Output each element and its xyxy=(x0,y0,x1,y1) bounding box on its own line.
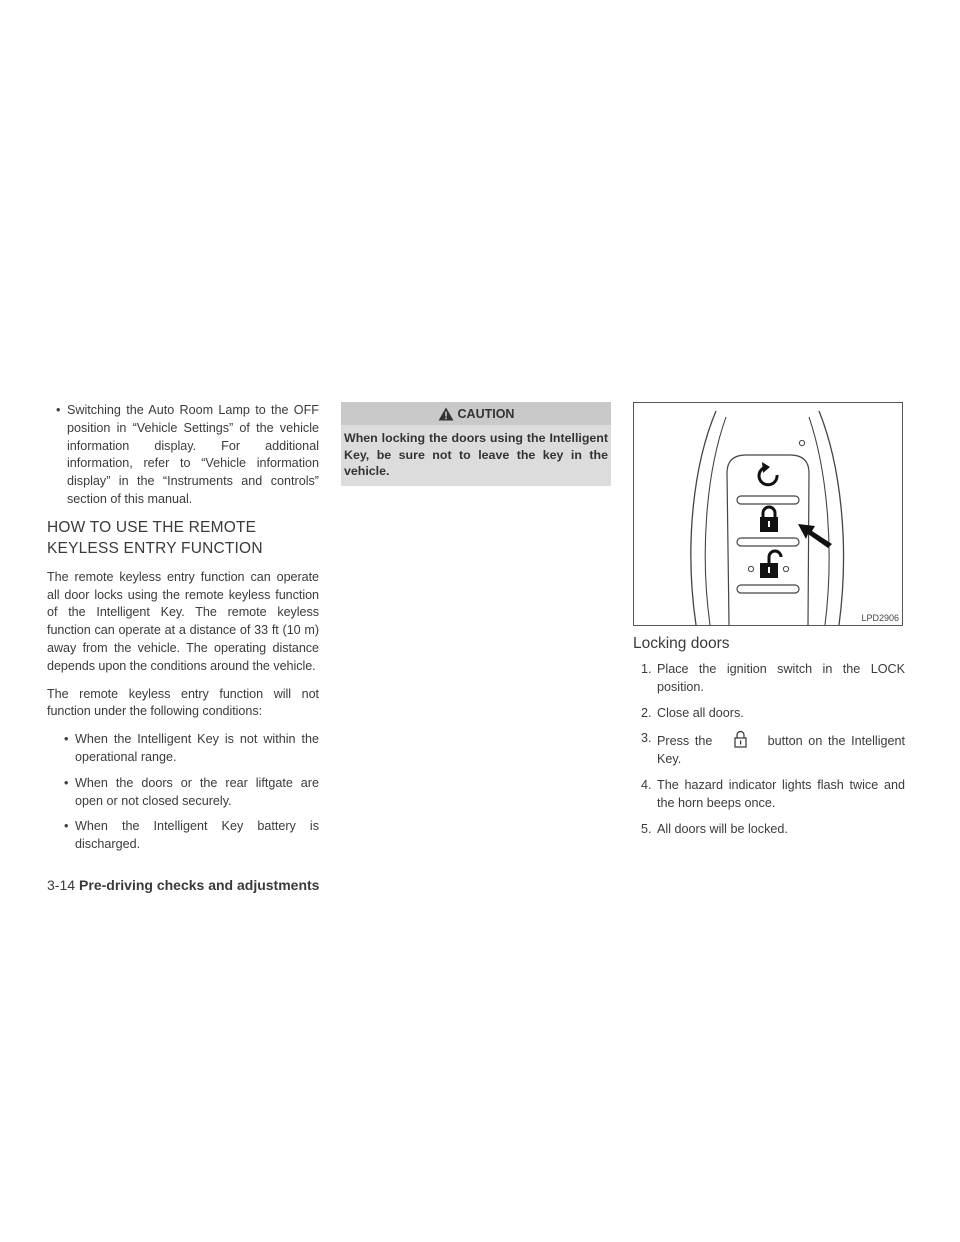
list-item: 2. Close all doors. xyxy=(641,705,744,720)
list-item: • When the doors or the rear liftgate are open or not closed securely. xyxy=(64,775,319,808)
paragraph: The remote keyless entry function can operate all door locks using the remote keyless function of the Intelligent Key. The remote keyless function can operate at a distance of 33 ft (10 m) away from the vehicle. The operating distance depends upon the conditions around the vehicle. xyxy=(47,569,319,673)
intelligent-key-illustration xyxy=(634,403,902,625)
page-number: 3-14 xyxy=(47,877,76,893)
subsection-heading: Locking doors xyxy=(633,635,730,652)
list-item-text: Switching the Auto Room Lamp to the OFF position in “Vehicle Settings” of the vehicle information display. For additional information, refer to “Vehicle information display” in the “Instruments and controls” section of this manual. xyxy=(67,403,319,506)
right-column xyxy=(633,402,905,846)
paragraph: The remote keyless entry function will not function under the following conditions: xyxy=(47,686,319,719)
section-heading: HOW TO USE THE REMOTE KEYLESS ENTRY FUNCTION xyxy=(47,518,263,557)
middle-column xyxy=(341,402,611,486)
chapter-title: Pre-driving checks and adjustments xyxy=(79,877,320,893)
caution-title: CAUTION xyxy=(457,406,515,421)
list-item: 3. Press the button on the Intelligent Key. xyxy=(641,731,906,767)
caution-text: When locking the doors using the Intelligent Key, be sure not to leave the key in the vehicle. xyxy=(344,431,608,478)
left-column xyxy=(47,402,319,862)
list-item: • When the Intelligent Key battery is discharged. xyxy=(64,819,319,852)
figure-label: LPD2906 xyxy=(861,613,899,623)
caution-box xyxy=(341,402,611,486)
lock-icon xyxy=(718,730,762,746)
intelligent-key-figure xyxy=(633,402,903,626)
page-footer xyxy=(47,877,319,893)
list-item: 4. The hazard indicator lights flash twice and the horn beeps once. xyxy=(641,777,905,810)
list-item: 5. All doors will be locked. xyxy=(641,821,788,836)
caution-header xyxy=(341,402,611,425)
list-item: • Switching the Auto Room Lamp to the OFF position in “Vehicle Settings” of the vehicle information display. For additional information, refer to “Vehicle information display” in the “Instruments and controls” section of this manual. xyxy=(56,403,319,506)
list-item: 1. Place the ignition switch in the LOCK position. xyxy=(641,662,905,694)
warning-icon xyxy=(438,407,454,421)
list-item: • When the Intelligent Key is not within the operational range. xyxy=(64,732,319,764)
